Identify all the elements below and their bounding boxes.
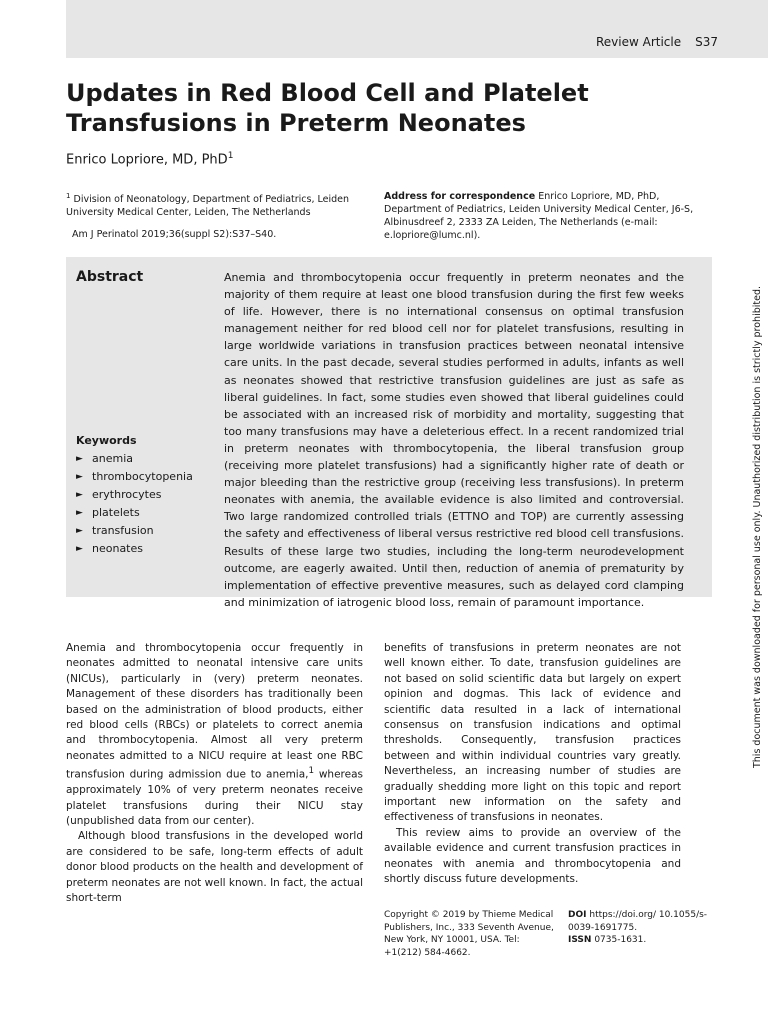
side-notice: This document was downloaded for personal use only. Unauthorized distribution is strictly prohibited. <box>752 285 763 769</box>
bullet-arrow-icon: ► <box>76 544 83 554</box>
author-affiliation-marker: 1 <box>227 151 234 161</box>
header-bar <box>66 0 768 58</box>
correspondence-text: Enrico Lopriore, MD, PhD, Department of Pediatrics, Leiden University Medical Center, J6-S, Albinusdreef 2, 2333 ZA Leiden, The Netherlands (e-mail: e.lopriore@lumc.nl). <box>384 191 694 241</box>
keywords <box>76 432 193 558</box>
side-notice-wrap <box>752 284 768 770</box>
title-line-2: Transfusions in Preterm Neonates <box>66 109 526 137</box>
affiliation-marker: 1 <box>66 192 71 200</box>
bullet-arrow-icon: ► <box>76 508 83 518</box>
keyword-label: neonates <box>92 542 143 555</box>
issn-line <box>568 934 708 947</box>
keyword-label: platelets <box>92 506 140 519</box>
body-paragraph: This review aims to provide an overview of the available evidence and current transfusion practices in neonates with anemia and thrombocytopenia and shortly discuss future developments. <box>384 826 681 886</box>
keyword-item <box>76 468 193 486</box>
author-line <box>66 151 233 167</box>
body-text: whereas approximately 10% of very preterm neonates receive platelet transfusions during their NICU stay (unpublished data from our center). <box>66 768 363 827</box>
keyword-item <box>76 450 193 468</box>
issn-label: ISSN <box>568 935 592 945</box>
keyword-label: erythrocytes <box>92 488 162 501</box>
keyword-item <box>76 522 193 540</box>
correspondence <box>384 190 704 242</box>
keyword-item <box>76 486 193 504</box>
affiliation-text: Division of Neonatology, Department of Pediatrics, Leiden University Medical Center, Leiden, The Netherlands <box>66 194 350 219</box>
bullet-arrow-icon: ► <box>76 472 83 482</box>
copyright-notice: Copyright © 2019 by Thieme Medical Publishers, Inc., 333 Seventh Avenue, New York, NY 10001, USA. Tel: +1(212) 584-4662. <box>384 910 554 958</box>
bullet-arrow-icon: ► <box>76 490 83 500</box>
keyword-label: thrombocytopenia <box>92 470 193 483</box>
doi-line <box>568 909 708 934</box>
correspondence-label: Address for correspondence <box>384 191 536 202</box>
running-head <box>596 35 718 49</box>
title-line-1: Updates in Red Blood Cell and Platelet <box>66 79 589 107</box>
doi-link[interactable]: https://doi.org/ 10.1055/s-0039-1691775. <box>568 910 708 933</box>
keyword-item <box>76 540 193 558</box>
issn-value: 0735-1631. <box>594 935 647 945</box>
doi-label: DOI <box>568 910 587 920</box>
abstract-box <box>66 257 712 609</box>
article-title <box>66 78 626 138</box>
body-paragraph: benefits of transfusions in preterm neonates are not well known either. To date, transfusion guidelines are not based on solid scientific data but largely on expert opinion and dogmas. This lack of evidence and scientific data resulted in a lack of international consensus on transfusion indications and optimal thresholds. Consequently, transfusion practices between and within individual countries vary greatly. Nevertheless, an increasing number of studies are gradually shedding more light on this topic and report important new information on the safety and effectiveness of transfusions in neonates. <box>384 642 681 824</box>
affiliation <box>66 190 356 219</box>
page-label: S37 <box>695 35 718 49</box>
reference-marker[interactable]: 1 <box>308 766 315 777</box>
article-type: Review Article <box>595 35 682 49</box>
keyword-item <box>76 504 193 522</box>
keywords-heading: Keywords <box>76 434 137 447</box>
bullet-arrow-icon: ► <box>76 454 83 464</box>
abstract-text: Anemia and thrombocytopenia occur frequently in preterm neonates and the majority of them require at least one blood transfusion during the first few weeks of life. However, there is no international consensus on optimal transfusion management neither for red blood cell nor for platelet transfusions, resulting in large worldwide variations in transfusion practices between neonatal intensive care units. In the past decade, several studies performed in adults, infants as well as neonates showed that restrictive transfusion guidelines are just as safe as liberal guidelines. In fact, some studies even showed that liberal guidelines could be associated with an increased risk of morbidity and mortality, suggesting that too many transfusions may have a deleterious effect. In a recent randomized trial in preterm neonates with thrombocytopenia, the liberal transfusion group (receiving more platelet transfusions) had a significantly higher rate of death or major bleeding than the restrictive group (receiving less transfusions). In preterm neonates with anemia, the available evidence is also limited and controversial. Two large randomized controlled trials (ETTNO and TOP) are currently assessing the safety and effectiveness of liberal versus restrictive red blood cell transfusions. Results of these large two studies, including the long-term neurodevelopment outcome, are eagerly awaited. Until then, reduction of anemia of prematurity by implementation of effective preventive measures, such as delayed cord clamping and minimization of iatrogenic blood loss, remain of paramount importance. <box>224 271 684 609</box>
citation: Am J Perinatol 2019;36(suppl S2):S37–S40. <box>72 229 277 240</box>
author-name: Enrico Lopriore, MD, PhD <box>66 152 228 168</box>
bullet-arrow-icon: ► <box>76 526 83 536</box>
keyword-label: transfusion <box>92 524 154 537</box>
keyword-label: anemia <box>92 452 133 465</box>
body-paragraph: Although blood transfusions in the developed world are considered to be safe, long-term effects of adult donor blood products on the health and development of preterm neonates are not well known. In fact, the actual short-term <box>66 830 363 904</box>
doi-issn-block <box>568 909 708 947</box>
body-text: Anemia and thrombocytopenia occur frequently in neonates admitted to neonatal intensive care units (NICUs), particularly in (very) preterm neonates. Management of these disorders has traditionally been based on the administration of blood products, either red blood cells (RBCs) or platelets to correct anemia and thrombocytopenia. Almost all very preterm neonates admitted to a NICU require at least one RBC transfusion during admission due to anemia, <box>66 642 363 781</box>
body-column-left <box>66 641 363 906</box>
abstract-heading: Abstract <box>76 269 144 285</box>
body-column-right <box>384 641 681 888</box>
body-paragraph <box>66 641 363 829</box>
